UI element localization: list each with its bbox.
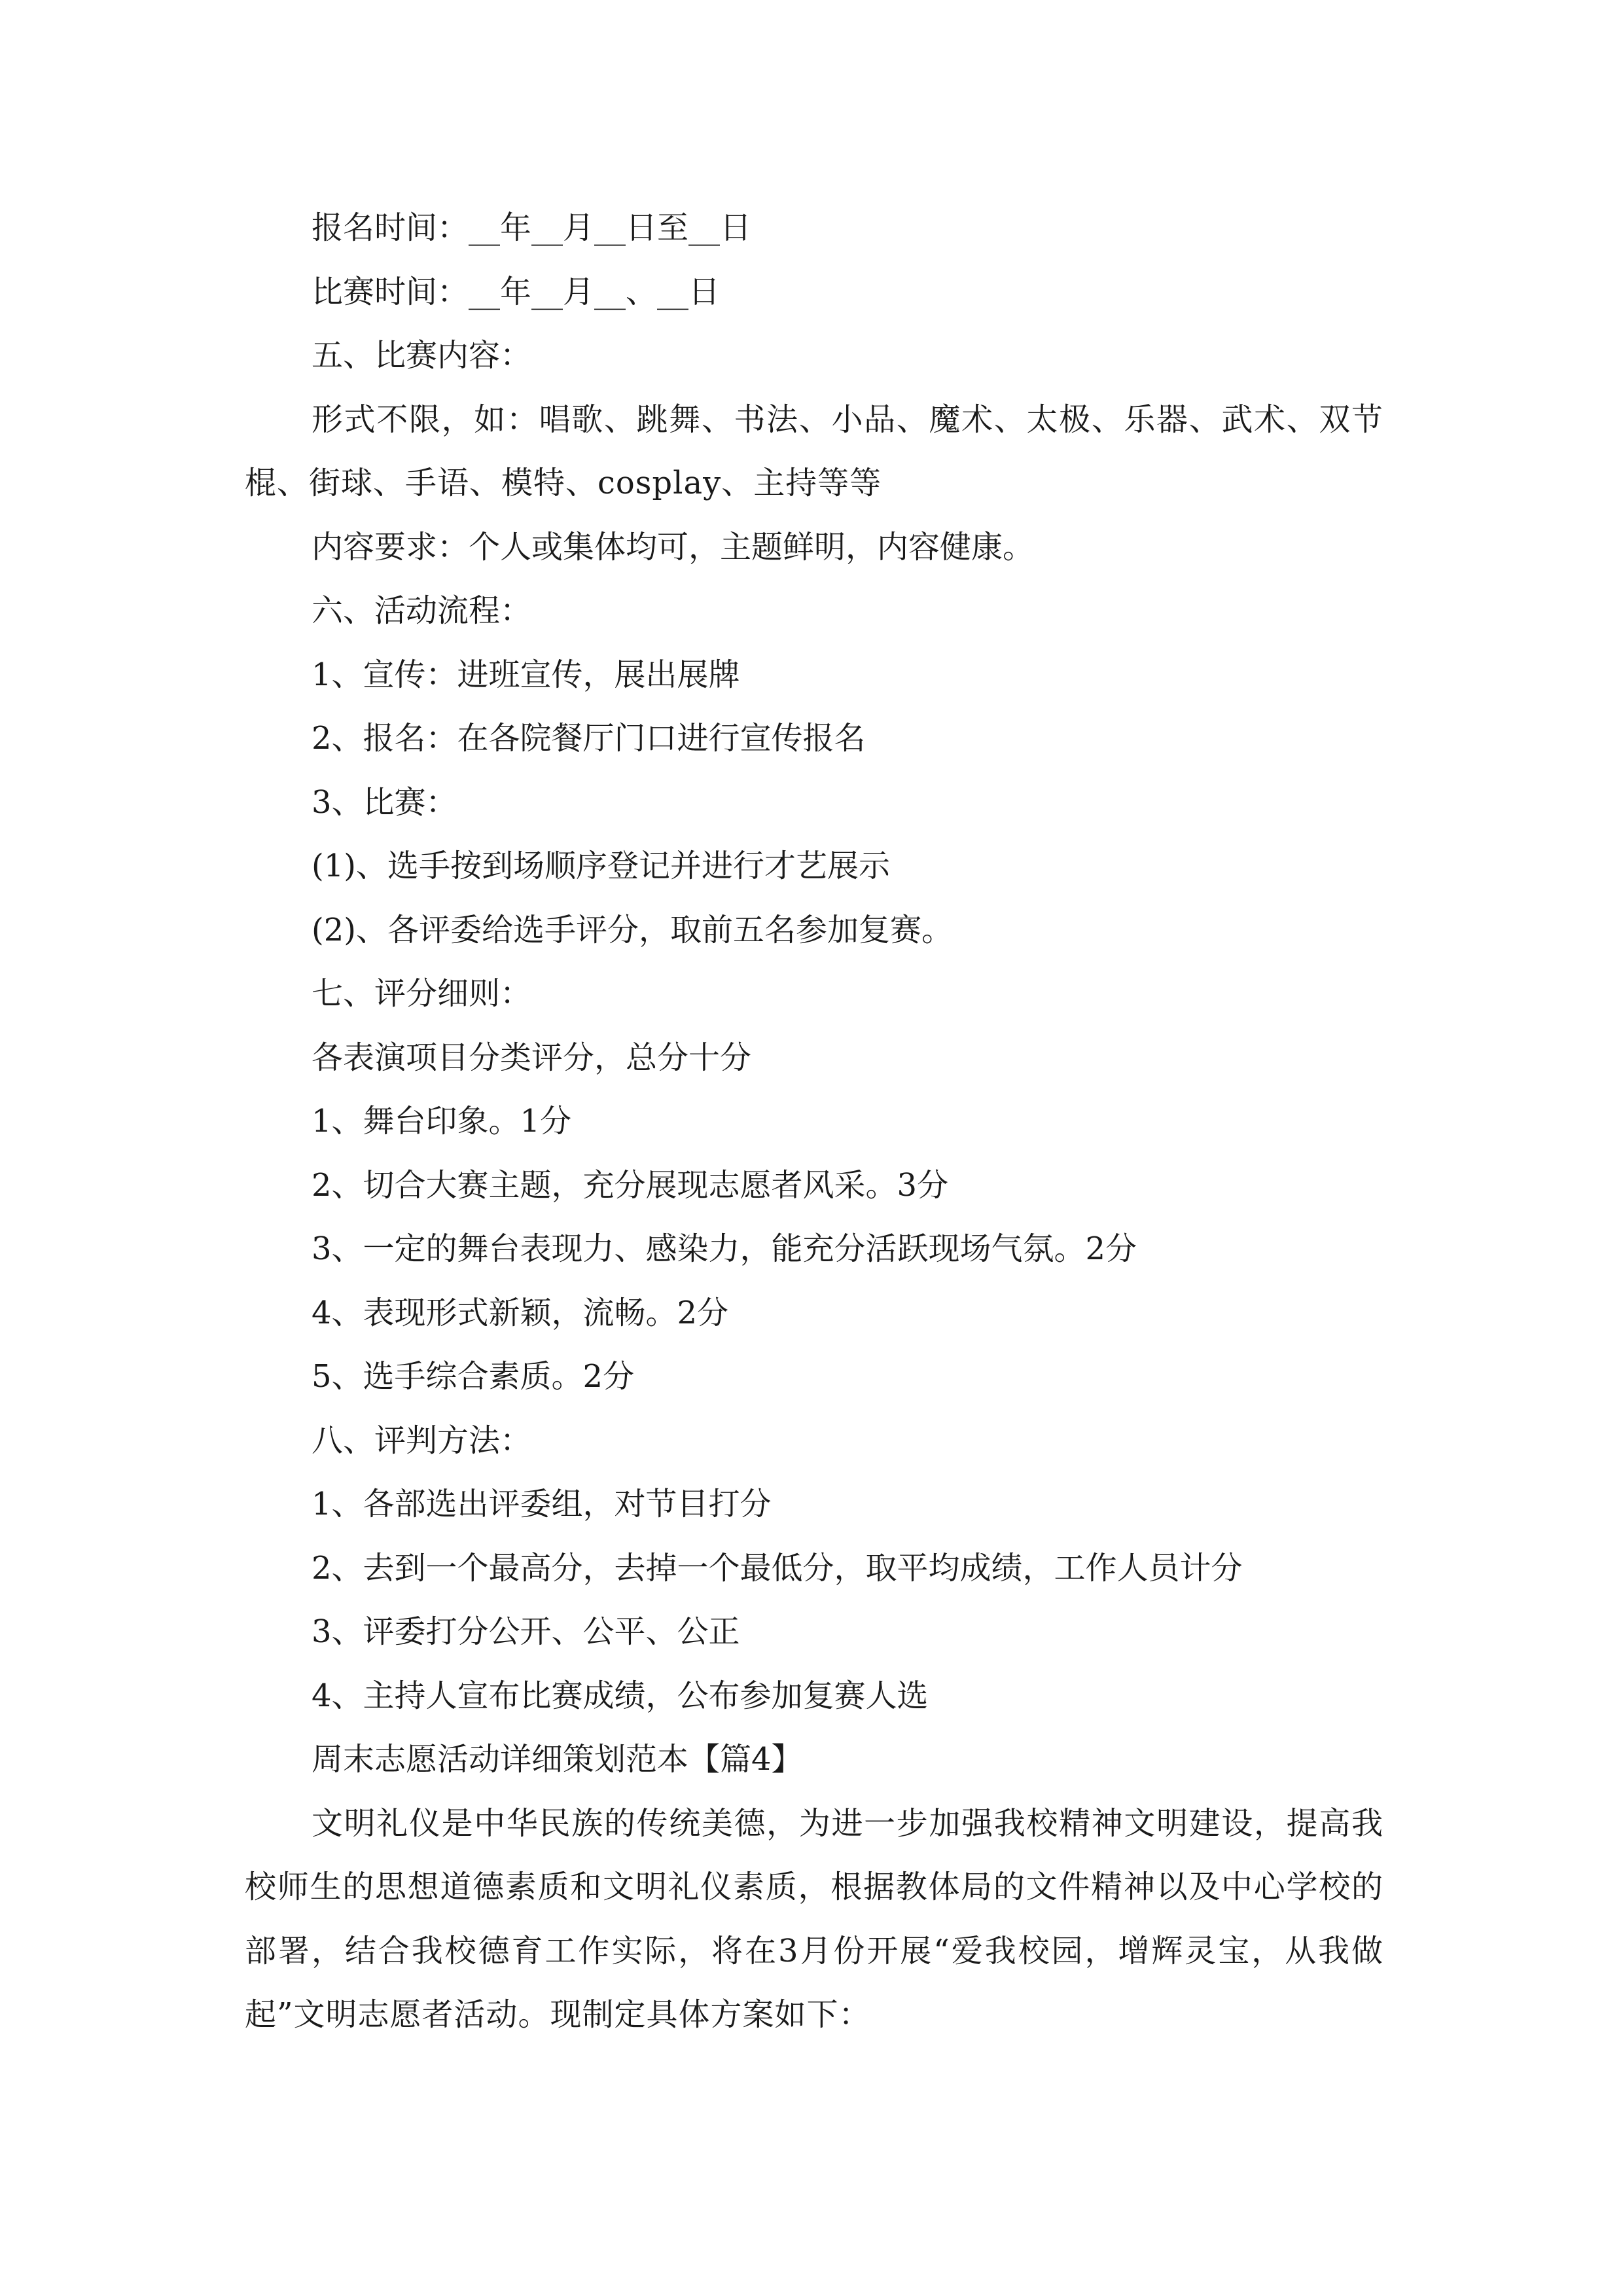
- judging-item: 4、主持人宣布比赛成绩，公布参加复赛人选: [312, 1677, 929, 1714]
- section-heading-judging: 八、评判方法：: [312, 1422, 532, 1459]
- process-item: 3、比赛：: [312, 783, 457, 821]
- section-heading-process: 六、活动流程：: [312, 592, 532, 629]
- registration-time: 报名时间：__年__月__日至__日: [312, 209, 752, 246]
- competition-time: 比赛时间：__年__月__、__日: [312, 273, 721, 310]
- scoring-item: 5、选手综合素质。2分: [312, 1358, 635, 1395]
- scoring-item: 2、切合大赛主题，充分展现志愿者风采。3分: [312, 1166, 949, 1204]
- process-item: 1、宣传：进班宣传，展出展牌: [312, 656, 740, 693]
- content-forms-paragraph: 形式不限，如：唱歌、跳舞、书法、小品、魔术、太极、乐器、武术、双节棍、街球、手语、模特、cosplay、主持等等: [245, 401, 1383, 501]
- section-heading-content: 五、比赛内容：: [312, 337, 532, 374]
- intro-paragraph: 文明礼仪是中华民族的传统美德，为进一步加强我校精神文明建设，提高我校师生的思想道德素质和文明礼仪素质，根据教体局的文件精神以及中心学校的部署，结合我校德育工作实际，将在3月份开展“爱我校园，增辉灵宝，从我做起”文明志愿者活动。现制定具体方案如下：: [245, 1804, 1383, 2033]
- section-heading-scoring: 七、评分细则：: [312, 975, 532, 1012]
- process-subitem: (1)、选手按到场顺序登记并进行才艺展示: [312, 848, 890, 884]
- scoring-item: 4、表现形式新颖，流畅。2分: [312, 1294, 729, 1331]
- article-title: 周末志愿活动详细策划范本【篇4】: [312, 1741, 803, 1778]
- judging-item: 1、各部选出评委组，对节目打分: [312, 1486, 772, 1522]
- judging-item: 3、评委打分公开、公平、公正: [312, 1613, 740, 1650]
- process-subitem: (2)、各评委给选手评分，取前五名参加复赛。: [312, 911, 953, 948]
- judging-item: 2、去到一个最高分，去掉一个最低分，取平均成绩，工作人员计分: [312, 1549, 1243, 1587]
- scoring-item: 1、舞台印象。1分: [312, 1103, 572, 1139]
- scoring-intro: 各表演项目分类评分，总分十分: [312, 1039, 752, 1076]
- content-requirements: 内容要求：个人或集体均可，主题鲜明，内容健康。: [312, 528, 1035, 565]
- scoring-item: 3、一定的舞台表现力、感染力，能充分活跃现场气氛。2分: [312, 1230, 1137, 1267]
- process-item: 2、报名：在各院餐厅门口进行宣传报名: [312, 720, 866, 757]
- document-body: [245, 196, 1383, 2047]
